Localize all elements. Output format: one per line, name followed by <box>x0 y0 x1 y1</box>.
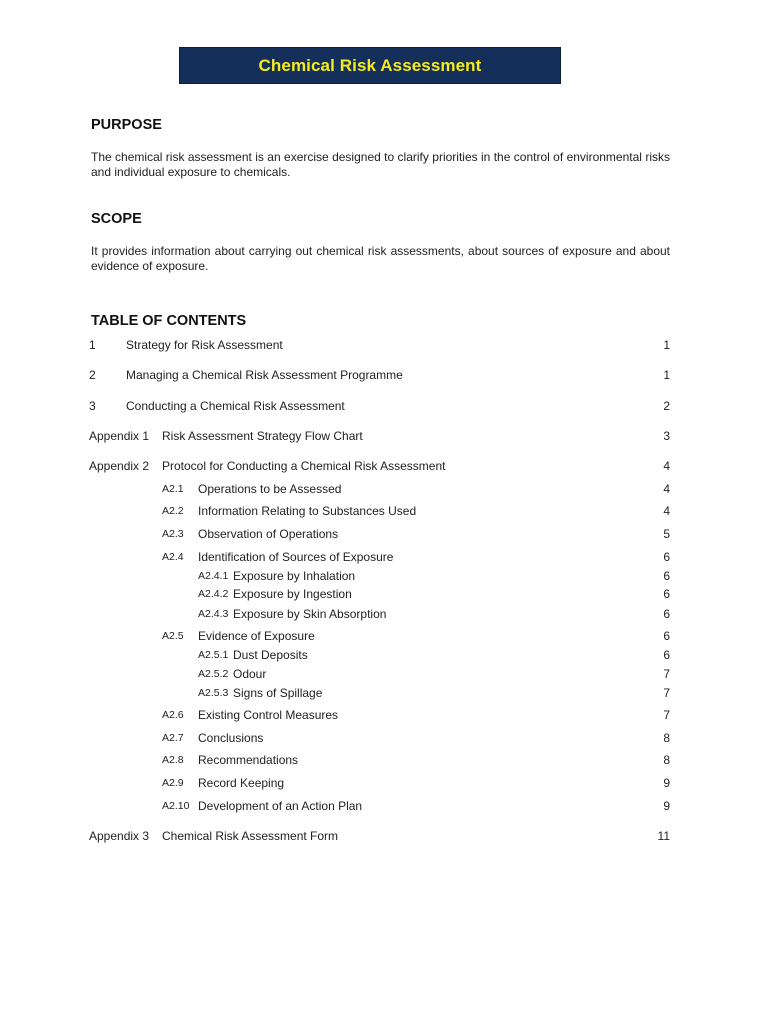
toc-entry-page: 6 <box>663 569 670 583</box>
toc-entry-page: 2 <box>663 399 670 413</box>
document-title: Chemical Risk Assessment <box>258 55 482 75</box>
toc-entry[interactable] <box>0 503 768 519</box>
toc-entry-page: 8 <box>663 753 670 767</box>
toc-entry-page: 1 <box>663 368 670 382</box>
toc-entry-page: 3 <box>663 429 670 443</box>
toc-entry-number: A2.5.3 <box>198 687 229 699</box>
toc-entry-number: A2.2 <box>162 505 184 517</box>
toc-entry-label: Exposure by Inhalation <box>233 569 356 583</box>
purpose-text: The chemical risk assessment is an exercise designed to clarify priorities in the control of environmental risks and individual exposure to chemicals. <box>91 150 670 179</box>
document-title-banner <box>179 47 561 84</box>
toc-entry-label: Chemical Risk Assessment Form <box>162 829 339 843</box>
toc-entry-label: Identification of Sources of Exposure <box>198 550 394 564</box>
toc-entry-label: Dust Deposits <box>233 648 308 662</box>
scope-text: It provides information about carrying out chemical risk assessments, about sources of exposure and about evidence of exposure. <box>91 244 670 273</box>
toc-entry-page: 5 <box>663 527 670 541</box>
toc-entry[interactable] <box>0 398 768 414</box>
toc-entry-page: 7 <box>663 667 670 681</box>
toc-entry-page: 11 <box>657 829 670 843</box>
toc-entry[interactable] <box>0 526 768 542</box>
toc-entry-page: 9 <box>663 776 670 790</box>
toc-entry[interactable] <box>0 628 768 644</box>
toc-entry-label: Conclusions <box>198 731 264 745</box>
toc-entry-label: Record Keeping <box>198 776 285 790</box>
toc-entry-page: 7 <box>663 686 670 700</box>
toc-entry-number: A2.4.3 <box>198 608 229 620</box>
toc-entry-label: Observation of Operations <box>198 527 339 541</box>
toc-entry-number: A2.7 <box>162 732 184 744</box>
toc-entry[interactable] <box>0 752 768 768</box>
toc-entry-number: A2.6 <box>162 709 184 721</box>
toc-entry-number: A2.4 <box>162 551 184 563</box>
toc-entry[interactable] <box>0 730 768 746</box>
toc-entry[interactable] <box>0 337 768 353</box>
toc-entry-page: 4 <box>663 459 670 473</box>
toc-entry-number: Appendix 2 <box>89 459 150 473</box>
toc-entry-number: A2.5.2 <box>198 668 229 680</box>
toc-entry-number: A2.1 <box>162 483 184 495</box>
toc-entry-page: 1 <box>663 338 670 352</box>
toc-entry-number: A2.5.1 <box>198 649 229 661</box>
toc-entry-label: Managing a Chemical Risk Assessment Programme <box>126 368 403 382</box>
toc-entry-label: Recommendations <box>198 753 299 767</box>
toc-entry-label: Risk Assessment Strategy Flow Chart <box>162 429 363 443</box>
toc-entry-label: Exposure by Skin Absorption <box>233 607 387 621</box>
toc-entry[interactable] <box>0 568 768 584</box>
toc-entry-number: A2.9 <box>162 777 184 789</box>
scope-heading: SCOPE <box>91 211 142 227</box>
toc-entry-number: 1 <box>89 338 96 352</box>
toc-entry[interactable] <box>0 647 768 663</box>
toc-entry[interactable] <box>0 685 768 701</box>
toc-entry-label: Exposure by Ingestion <box>233 587 352 601</box>
toc-entry-label: Development of an Action Plan <box>198 799 363 813</box>
toc-entry-number: A2.4.2 <box>198 588 229 600</box>
toc-entry-page: 8 <box>663 731 670 745</box>
toc-entry-page: 6 <box>663 629 670 643</box>
toc-entry[interactable] <box>0 428 768 444</box>
toc-entry[interactable] <box>0 367 768 383</box>
toc-entry-label: Conducting a Chemical Risk Assessment <box>126 399 345 413</box>
toc-entry-label: Information Relating to Substances Used <box>198 504 417 518</box>
toc-entry-label: Evidence of Exposure <box>198 629 315 643</box>
toc-entry-number: A2.10 <box>162 800 190 812</box>
toc-entry-number: A2.4.1 <box>198 570 229 582</box>
toc-heading: TABLE OF CONTENTS <box>91 313 247 329</box>
toc-entry[interactable] <box>0 666 768 682</box>
toc-entry[interactable] <box>0 775 768 791</box>
toc-entry-label: Strategy for Risk Assessment <box>126 338 283 352</box>
toc-entry[interactable] <box>0 707 768 723</box>
toc-entry-number: 2 <box>89 368 96 382</box>
toc-entry-label: Signs of Spillage <box>233 686 323 700</box>
purpose-heading: PURPOSE <box>91 117 162 133</box>
toc-entry-number: A2.8 <box>162 754 184 766</box>
toc-entry[interactable] <box>0 606 768 622</box>
toc-entry-page: 7 <box>663 708 670 722</box>
toc-entry-number: 3 <box>89 399 96 413</box>
toc-entry-page: 6 <box>663 587 670 601</box>
toc-entry-page: 6 <box>663 607 670 621</box>
toc-entry-page: 6 <box>663 648 670 662</box>
toc-entry-label: Odour <box>233 667 267 681</box>
toc-entry[interactable] <box>0 481 768 497</box>
toc-entry[interactable] <box>0 549 768 565</box>
toc-entry-number: Appendix 1 <box>89 429 150 443</box>
toc-entry[interactable] <box>0 798 768 814</box>
toc-entry-label: Operations to be Assessed <box>198 482 342 496</box>
toc-entry[interactable] <box>0 458 768 474</box>
toc-entry-page: 6 <box>663 550 670 564</box>
toc-entry-number: A2.5 <box>162 630 184 642</box>
toc-entry-page: 4 <box>663 504 670 518</box>
toc-entry-number: A2.3 <box>162 528 184 540</box>
toc-entry-number: Appendix 3 <box>89 829 150 843</box>
toc-entry[interactable] <box>0 586 768 602</box>
toc-entry-label: Existing Control Measures <box>198 708 339 722</box>
toc-entry-page: 4 <box>663 482 670 496</box>
toc-entry-page: 9 <box>663 799 670 813</box>
toc-entry[interactable] <box>0 828 768 844</box>
toc-entry-label: Protocol for Conducting a Chemical Risk Assessment <box>162 459 446 473</box>
